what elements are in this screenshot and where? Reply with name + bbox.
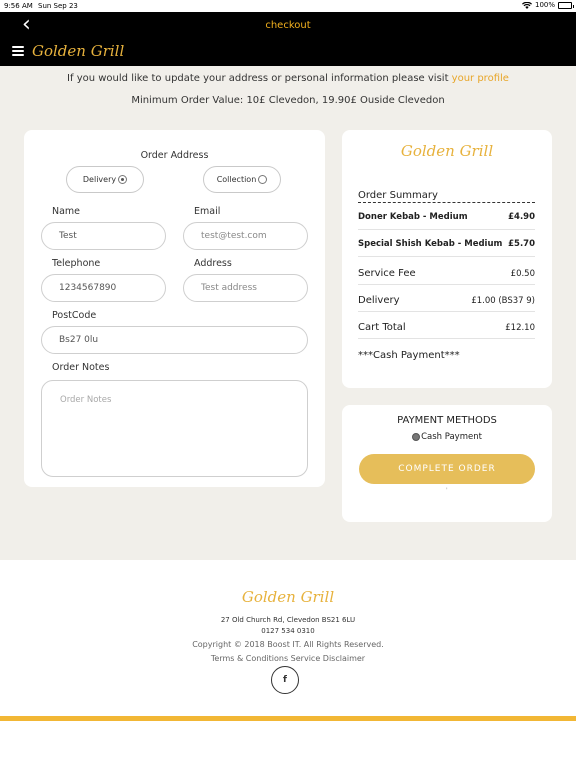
cash-payment-option[interactable] xyxy=(342,432,552,442)
telephone-label: Telephone xyxy=(52,258,101,269)
radio-unselected-icon xyxy=(258,175,267,184)
battery-icon xyxy=(558,2,572,9)
profile-link[interactable]: your profile xyxy=(451,73,509,84)
profile-notice xyxy=(0,73,576,84)
divider xyxy=(358,256,535,257)
radio-selected-icon xyxy=(118,175,127,184)
service-fee-row xyxy=(358,268,535,279)
status-time: 9:56 AM xyxy=(4,2,33,10)
page-title: checkout xyxy=(265,20,311,31)
order-summary-card xyxy=(342,130,552,388)
min-order-value: Minimum Order Value: 10£ Clevedon, 19.90£ Ouside Clevedon xyxy=(131,95,445,106)
order-form-card xyxy=(24,130,325,487)
footer-copyright: Copyright © 2018 Boost IT. All Rights Reserved. xyxy=(192,640,384,649)
status-bar xyxy=(0,0,576,12)
cart-total-label: Cart Total xyxy=(358,322,406,333)
checkout-main xyxy=(0,66,576,560)
name-label: Name xyxy=(52,206,81,217)
order-notes-label: Order Notes xyxy=(52,362,110,373)
service-fee-value: £0.50 xyxy=(510,268,535,279)
back-icon[interactable]: ‹ xyxy=(22,12,31,37)
divider xyxy=(358,284,535,285)
footer-accent-bar xyxy=(0,716,576,721)
service-fee-label: Service Fee xyxy=(358,268,416,279)
payment-mark: ' xyxy=(446,487,448,494)
footer-logo: Golden Grill xyxy=(241,588,335,606)
address-label: Address xyxy=(194,258,232,269)
email-field[interactable]: test@test.com xyxy=(183,222,308,250)
address-field[interactable]: Test address xyxy=(183,274,308,302)
profile-notice-text: If you would like to update your address or personal information please visit xyxy=(67,73,452,84)
payment-methods-title: PAYMENT METHODS xyxy=(397,415,497,426)
cart-total-value: £12.10 xyxy=(505,322,535,333)
brand-logo[interactable]: Golden Grill xyxy=(32,42,125,60)
summary-item-row xyxy=(358,212,535,222)
email-label: Email xyxy=(194,206,221,217)
order-notes-field[interactable]: Order Notes xyxy=(41,380,308,477)
name-field[interactable]: Test xyxy=(41,222,166,250)
footer-links[interactable]: Terms & Conditions Service Disclaimer xyxy=(210,654,366,663)
battery-percent: 100% xyxy=(534,1,555,9)
cart-total-row xyxy=(358,322,535,333)
cash-payment-label: Cash Payment xyxy=(421,432,482,442)
summary-item-row xyxy=(358,239,535,249)
facebook-icon[interactable]: f xyxy=(271,666,299,694)
footer xyxy=(0,560,576,768)
collection-option[interactable] xyxy=(203,166,281,193)
item-price: £5.70 xyxy=(508,239,535,249)
divider xyxy=(358,311,535,312)
menu-icon[interactable] xyxy=(12,46,24,56)
cash-payment-note: ***Cash Payment*** xyxy=(358,350,460,361)
payment-methods-card xyxy=(342,405,552,522)
delivery-value: £1.00 (BS37 9) xyxy=(471,295,535,306)
delivery-option-label: Delivery xyxy=(82,175,117,184)
footer-phone: 0127 534 0310 xyxy=(261,627,315,635)
wifi-icon xyxy=(522,2,532,9)
summary-logo: Golden Grill xyxy=(400,142,494,160)
collection-option-label: Collection xyxy=(216,175,257,184)
delivery-label: Delivery xyxy=(358,295,400,306)
top-nav xyxy=(0,12,576,66)
status-date: Sun Sep 23 xyxy=(38,2,78,10)
item-name: Doner Kebab - Medium xyxy=(358,212,468,222)
item-name: Special Shish Kebab - Medium xyxy=(358,239,503,249)
order-summary-title: Order Summary xyxy=(358,190,535,203)
complete-order-button[interactable]: COMPLETE ORDER xyxy=(359,454,535,484)
delivery-row xyxy=(358,295,535,306)
item-price: £4.90 xyxy=(508,212,535,222)
divider xyxy=(358,338,535,339)
order-address-label: Order Address xyxy=(140,150,209,161)
telephone-field[interactable]: 1234567890 xyxy=(41,274,166,302)
divider xyxy=(358,229,535,230)
status-right xyxy=(522,1,572,9)
footer-address: 27 Old Church Rd, Clevedon BS21 6LU xyxy=(220,616,356,624)
postcode-field[interactable]: Bs27 0lu xyxy=(41,326,308,354)
delivery-option[interactable] xyxy=(66,166,144,193)
radio-selected-icon xyxy=(412,433,420,441)
postcode-label: PostCode xyxy=(52,310,97,321)
